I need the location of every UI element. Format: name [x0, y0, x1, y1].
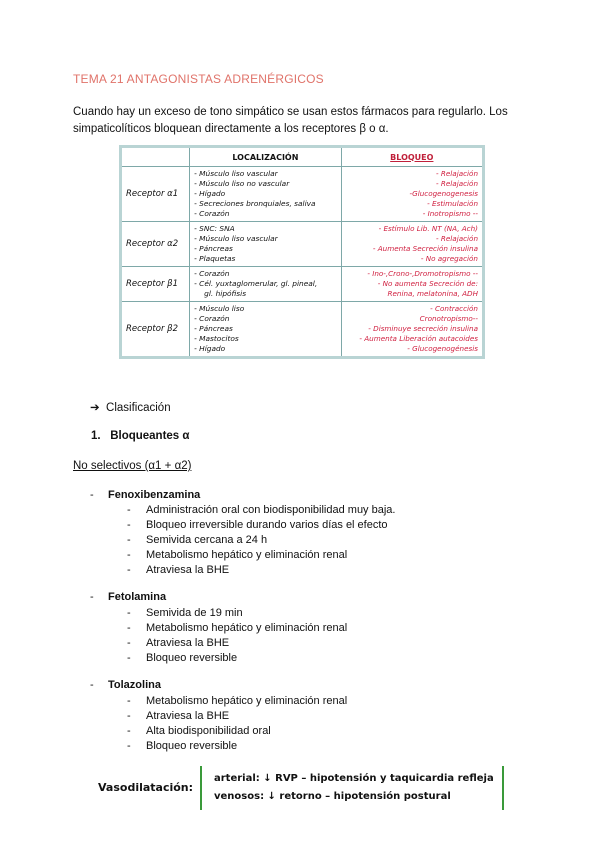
localizacion-item: - Músculo liso no vascular — [194, 179, 290, 188]
list-item: - Atraviesa la BHE — [127, 564, 230, 576]
drug-name: Fenoxibenzamina — [108, 489, 201, 501]
vasodilatacion-box — [200, 766, 504, 810]
clasificacion-label: Clasificación — [106, 402, 171, 414]
list-item: - Atraviesa la BHE — [127, 710, 230, 722]
localizacion-item: - Secreciones bronquiales, saliva — [194, 199, 316, 208]
bullet-dash: - — [90, 679, 94, 691]
localizacion-item: - Páncreas — [194, 324, 233, 333]
localizacion-item: - Músculo liso vascular — [194, 169, 278, 178]
bloqueo-item: - Relajación — [436, 234, 478, 243]
receptor-cell: Receptor β1 — [121, 267, 190, 302]
receptor-cell: Receptor β2 — [121, 302, 190, 358]
table-header-empty — [121, 147, 190, 167]
localizacion-item: - Músculo liso — [194, 304, 245, 313]
table-header-localizacion: LOCALIZACIÓN — [190, 147, 342, 167]
list-item: - Bloqueo irreversible durando varios días el efecto — [127, 519, 388, 531]
bloqueo-item: - Glucogenogénesis — [407, 344, 478, 353]
list-item: - Bloqueo reversible — [127, 740, 238, 752]
section-number: 1. — [91, 430, 101, 442]
localizacion-cell — [190, 222, 342, 267]
page-title: TEMA 21 ANTAGONISTAS ADRENÉRGICOS — [73, 72, 324, 86]
localizacion-item: - Corazón — [194, 269, 230, 278]
bloqueo-item: - Aumenta Liberación autacoides — [359, 334, 478, 343]
bloqueo-item: Cronotropismo-- — [419, 314, 478, 323]
bloqueo-item: - Disminuye secreción insulina — [368, 324, 478, 333]
localizacion-item: - Mastocitos — [194, 334, 239, 343]
bloqueo-item: - No agregación — [420, 254, 478, 263]
bullet-dash: - — [90, 591, 94, 603]
localizacion-item: - Cél. yuxtaglomerular, gl. pineal, — [194, 279, 318, 288]
list-item: - Semivida cercana a 24 h — [127, 534, 268, 546]
bullet-dash: - — [90, 489, 94, 501]
bloqueo-item: - Aumenta Secreción insulina — [372, 244, 478, 253]
receptor-table — [119, 145, 485, 359]
bloqueo-item: - Contracción — [430, 304, 478, 313]
localizacion-item: - Hígado — [194, 344, 226, 353]
localizacion-item: - Páncreas — [194, 244, 233, 253]
table-row — [121, 167, 484, 222]
localizacion-item: gl. hipófisis — [204, 289, 247, 298]
bloqueo-item: - Estímulo Lib. NT (NA, Ach) — [378, 224, 478, 233]
localizacion-item: - Músculo liso vascular — [194, 234, 278, 243]
drug-name: Tolazolina — [108, 679, 161, 691]
clasificacion-item — [90, 400, 171, 414]
bloqueo-cell — [341, 222, 483, 267]
table-row — [121, 222, 484, 267]
drug-props — [127, 694, 347, 754]
list-item: - Metabolismo hepático y eliminación renal — [127, 622, 348, 634]
localizacion-item: - Corazón — [194, 209, 230, 218]
localizacion-cell — [190, 167, 342, 222]
bloqueo-item: Renina, melatonina, ADH — [387, 289, 478, 298]
list-item: - Semivida de 19 min — [127, 607, 243, 619]
table-row — [121, 302, 484, 358]
bloqueo-item: - Relajación — [436, 179, 478, 188]
drug-props — [127, 606, 347, 666]
subsection-heading: No selectivos (α1 + α2) — [73, 460, 192, 472]
bloqueo-item: - Ino-,Crono-,Dromotropismo -- — [367, 269, 478, 278]
localizacion-item: - Hígado — [194, 189, 226, 198]
drug-item — [90, 679, 161, 691]
bloqueo-item: - No aumenta Secreción de: — [377, 279, 478, 288]
bloqueo-item: - Relajación — [436, 169, 478, 178]
bloqueo-cell — [341, 167, 483, 222]
drug-item — [90, 489, 200, 501]
bloqueo-item: -Glucogenogenesis — [409, 189, 478, 198]
drug-item — [90, 591, 166, 603]
localizacion-item: - Corazón — [194, 314, 230, 323]
drug-name: Fetolamina — [108, 591, 167, 603]
drug-props — [127, 503, 395, 578]
list-item: - Administración oral con biodisponibilidad muy baja. — [127, 504, 396, 516]
list-item: - Metabolismo hepático y eliminación renal — [127, 549, 348, 561]
bloqueo-cell — [341, 267, 483, 302]
localizacion-cell — [190, 267, 342, 302]
bloqueo-item: - Estimulación — [427, 199, 478, 208]
section-heading — [91, 430, 189, 442]
bloqueo-item: - Inotropismo -- — [422, 209, 478, 218]
list-item: - Bloqueo reversible — [127, 652, 238, 664]
table-header-row — [121, 147, 484, 167]
arrow-icon: ➔ — [90, 402, 100, 414]
vasodilatacion-venoso: venosos: ↓ retorno – hipotensión postural — [214, 791, 451, 802]
vasodilatacion-arterial: arterial: ↓ RVP – hipotensión y taquicardia refleja — [214, 773, 494, 784]
receptor-cell: Receptor α1 — [121, 167, 190, 222]
vasodilatacion-label: Vasodilatación: — [98, 781, 194, 794]
localizacion-cell — [190, 302, 342, 358]
table-row — [121, 267, 484, 302]
localizacion-item: - SNC: SNA — [194, 224, 235, 233]
table-header-bloqueo: BLOQUEO — [341, 147, 483, 167]
localizacion-item: - Plaquetas — [194, 254, 236, 263]
intro-paragraph: Cuando hay un exceso de tono simpático se usan estos fármacos para regularlo. Los simpaticolíticos bloquean directamente a los receptores β o α. — [73, 106, 508, 135]
list-item: - Atraviesa la BHE — [127, 637, 230, 649]
list-item: - Metabolismo hepático y eliminación renal — [127, 695, 348, 707]
bloqueo-cell — [341, 302, 483, 358]
section-title: Bloqueantes α — [110, 430, 190, 442]
list-item: - Alta biodisponibilidad oral — [127, 725, 271, 737]
receptor-cell: Receptor α2 — [121, 222, 190, 267]
